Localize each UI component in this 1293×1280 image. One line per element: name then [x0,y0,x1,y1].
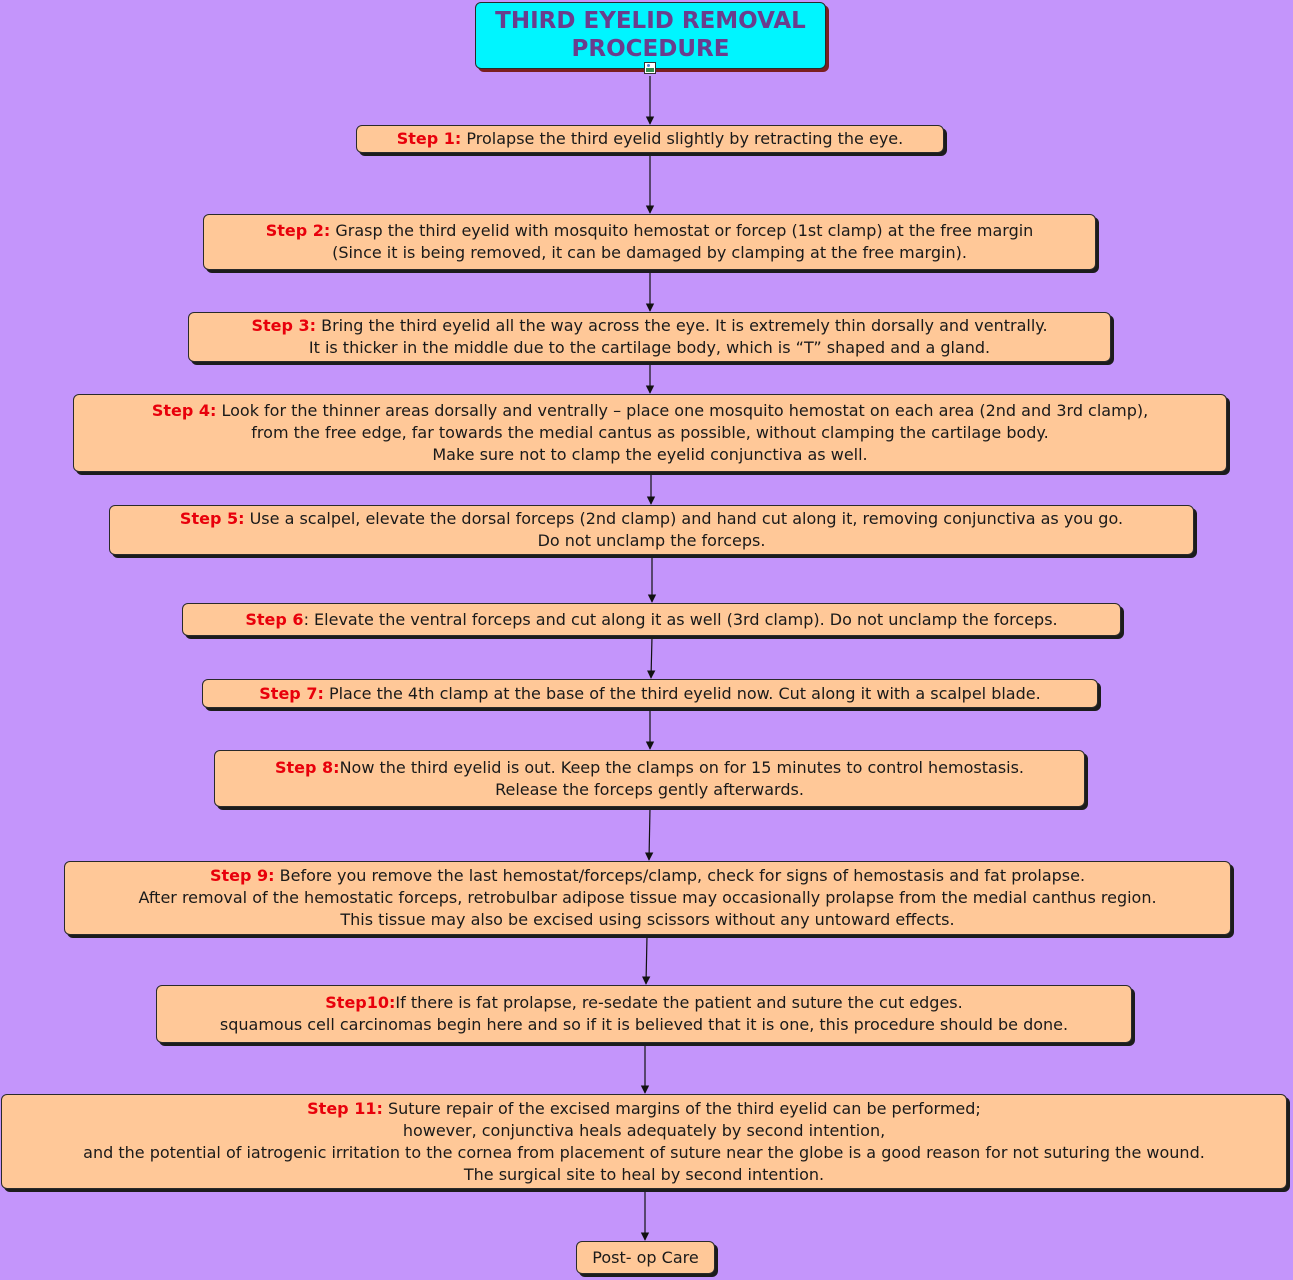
step-6-label: Step 6 [245,609,304,629]
step-5-text-2: Do not unclamp the forceps. [537,531,766,550]
picture-icon[interactable] [644,62,656,74]
step-9-text-1: Before you remove the last hemostat/forceps/clamp, check for signs of hemostasis and fat prolapse. [279,866,1086,885]
step-7-text: Place the 4th clamp at the base of the third eyelid now. Cut along it with a scalpel blade. [328,683,1041,703]
step-2-text-1: Grasp the third eyelid with mosquito hemostat or forcep (1st clamp) at the free margin [335,221,1034,240]
step-11-line-1 [6,1098,1282,1120]
step-3-line-1 [193,315,1106,337]
step-10-line-1 [161,992,1127,1014]
step-7-box [202,679,1098,708]
step-3-text-1: Bring the third eyelid all the way across the eye. It is extremely thin dorsally and ventrally. [321,316,1048,335]
step-6-text: : Elevate the ventral forceps and cut along it as well (3rd clamp). Do not unclamp the forceps. [303,609,1058,629]
step-4-text-2: from the free edge, far towards the medial cantus as possible, without clamping the cartilage body. [251,423,1049,442]
step-2-line-1 [208,220,1091,242]
step-7-line-1 [207,683,1093,705]
step-5-text-1: Use a scalpel, elevate the dorsal forceps (2nd clamp) and hand cut along it, removing conjunctiva as you go. [249,509,1124,528]
step-1-box [356,125,944,153]
step-8-text-1: Now the third eyelid is out. Keep the clamps on for 15 minutes to control hemostasis. [339,757,1025,777]
step-11-text-2: however, conjunctiva heals adequately by second intention, [402,1120,886,1140]
step-11-text-4: The surgical site to heal by second intention. [463,1164,825,1184]
step-4-text-1: Look for the thinner areas dorsally and ventrally – place one mosquito hemostat on each area (2nd and 3rd clamp), [221,401,1149,420]
step-6-box [182,603,1121,636]
step-8-box [214,750,1085,807]
step-10-box [156,985,1132,1043]
step-5-box [109,505,1194,555]
step-9-label: Step 9: [209,866,275,885]
step-9-line-1 [69,865,1226,887]
step-9-text-3: This tissue may also be excised using scissors without any untoward effects. [340,910,955,929]
title-line-1: THIRD EYELID REMOVAL [495,8,806,34]
arrow-step8-to-step9 [649,808,650,860]
step-10-text-1: If there is fat prolapse, re-sedate the patient and suture the cut edges. [395,993,963,1012]
step-2-label: Step 2: [265,221,331,240]
step-2-box [203,214,1096,270]
step-7-label: Step 7: [259,683,324,703]
step-4-box [73,394,1227,472]
step-4-text-3: Make sure not to clamp the eyelid conjunctiva as well. [432,445,868,464]
step-8-label: Step 8: [274,757,340,777]
step-11-box [1,1094,1287,1189]
step-4-line-1 [78,400,1222,422]
arrow-step6-to-step7 [651,637,652,678]
step-11-label: Step 11: [307,1098,383,1118]
arrow-step9-to-step10 [646,936,647,984]
step-11-text-3: and the potential of iatrogenic irritation to the cornea from placement of suture near the globe is a good reason for not suturing the wound. [83,1142,1205,1162]
step-3-text-2: It is thicker in the middle due to the cartilage body, which is “T” shaped and a gland. [308,338,991,357]
step-3-box [188,312,1111,362]
step-2-text-2: (Since it is being removed, it can be damaged by clamping at the free margin). [332,243,967,262]
step-1-label: Step 1: [396,129,462,148]
title-box [475,2,826,69]
step-1-line-1 [361,128,939,150]
step-11-text-1: Suture repair of the excised margins of the third eyelid can be performed; [387,1098,981,1118]
post-op-care-box [576,1241,715,1274]
step-1-text: Prolapse the third eyelid slightly by retracting the eye. [466,129,904,148]
step-5-label: Step 5: [179,509,245,528]
step-3-label: Step 3: [251,316,317,335]
step-8-line-1 [219,757,1080,779]
title-line-2: PROCEDURE [571,36,730,62]
step-10-label: Step10: [325,993,396,1012]
step-5-line-1 [114,508,1189,530]
step-4-label: Step 4: [151,401,217,420]
post-op-care-text: Post- op Care [592,1247,699,1267]
step-9-text-2: After removal of the hemostatic forceps, retrobulbar adipose tissue may occasionally prolapse from the medial canthus region. [138,888,1157,907]
step-10-text-2: squamous cell carcinomas begin here and so if it is believed that it is one, this procedure should be done. [219,1015,1069,1034]
step-9-box [64,861,1231,935]
step-8-text-2: Release the forceps gently afterwards. [495,779,804,799]
step-6-line-1 [187,609,1116,631]
